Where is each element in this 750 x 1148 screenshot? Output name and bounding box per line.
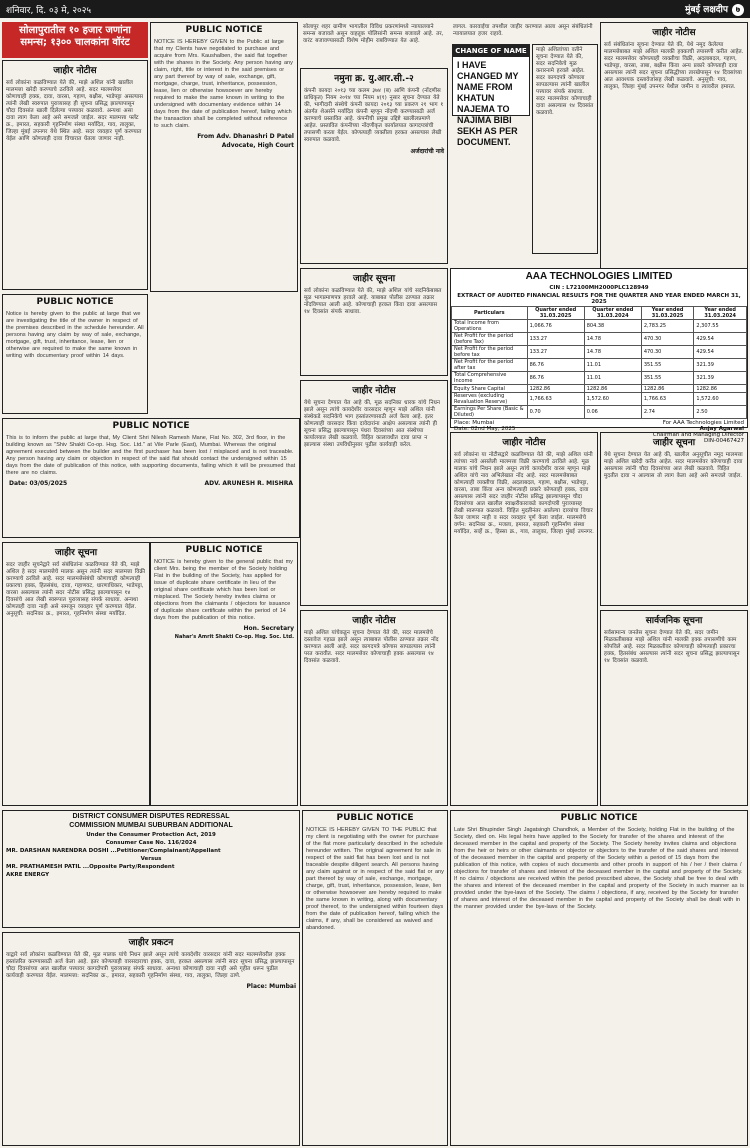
table-row bbox=[452, 359, 747, 372]
table-cell: 1282.86 bbox=[527, 385, 584, 393]
table-cell: 470.30 bbox=[641, 346, 694, 359]
public-notice-c3-bottom-body: NOTICE IS HEREBY GIVEN TO THE PUBLIC that my client is negotiating with the owner for purchase of the flat more particularly described in the schedule hereunder written. The original agreement for sale in respect of the said flat has been lost and is not traceable despite diligent search. All persons having any claim against or in respect of the said flat or any part thereof by way of sale, exchange, mortgage, charge, gift, trust, inheritance, possession, lease, lien or otherwise howsoever are hereby required to make the same known in writing, along with documentary proof thereof, to the undersigned within fourteen days from the date of publication hereof, failing which the claims, if any, shall be considered as waived and abandoned. bbox=[306, 827, 444, 931]
jahir-notice-c4b-body: सर्व लोकांना या नोटीसद्वारे कळविण्यात येते की, माझे अशिल यांनी त्यांच्या नावे असलेली मालमत्ता विक्री करण्याचे ठरविले आहे. मूळ मालक यांचे निधन झाले असून त्यांचे कायदेशीर वारस म्हणून माझे अशिल यांचे नाव अभिलेखात नोंद आहे. सदर मालमत्तेबाबत कोणत्याही व्यक्तीचा विक्री, अदलाबदल, गहाण, बक्षीस, भाडेपट्टा, वारसा, ताबा किंवा अन्य कोणत्याही प्रकारे कोणताही हक्क, दावा असल्यास त्यांनी सदर जाहीर नोटीस प्रसिद्ध झाल्यापासून चौदा दिवसांच्या आत खालील स्वाक्षरीकाराकडे कागदोपत्री पुराव्यासह लेखी स्वरूपात कळवावे. विहित मुदतीनंतर आलेल्या दाव्यांचा विचार केला जाणार नाही व सदर व्यवहार पूर्ण केला जाईल. मालमत्तेचे वर्णन: सदनिका क्र., मजला, इमारत, सहकारी गृहनिर्माण संस्था मर्यादित, सर्व्हे क्र., हिस्सा क्र., गाव, तालुका, जिल्हा मुंबई उपनगर. bbox=[454, 452, 594, 535]
jahir-notice-c4b-title: जाहीर नोटीस bbox=[502, 438, 546, 448]
table-cell: Reserves (excluding Revaluation Reserve) bbox=[452, 393, 528, 406]
jahir-prakatan-body: याद्वारे सर्व लोकांना कळविण्यात येते की, मूळ मालक यांचे निधन झाले असून त्यांचे कायदेशीर वारसदार यांनी सदर मालमत्तेवरील हक्क हस्तांतरित करण्यासाठी अर्ज केला आहे. इतर कोणत्याही वारसदाराचा हक्क, दावा, हरकत असल्यास त्यांनी सदर सूचना प्रसिद्ध झाल्यापासून चौदा दिवसांच्या आत खालील पत्त्यावर कागदोपत्री पुराव्यासह संपर्क साधावा. अन्यथा कोणाचाही दावा नाही असे गृहीत धरून पुढील कार्यवाही करण्यात येईल. मालमत्ता: सदनिका क्र., इमारत, सहकारी गृहनिर्माण संस्था, गाव, तालुका, जिल्हा ठाणे. bbox=[6, 952, 295, 979]
table-cell: 133.27 bbox=[527, 346, 584, 359]
notice-title: जाहीर नोटीस bbox=[53, 66, 97, 76]
table-cell: 1282.86 bbox=[694, 385, 747, 393]
aaa-sign-name: Anjay Agarwal bbox=[699, 426, 744, 432]
public-notice-c2b-body: NOTICE is hereby given to the general public that my client Mrs. being the member of the Society holding Flat in the building of the Society, has applied for issue of duplicate share certificate in lieu of the original share certificate which has been lost or misplaced. The Society hereby invites claims or objections from the claimants / objectors for issuance of duplicate share certificate within the period of 14 days from the publication of this notice. bbox=[154, 559, 293, 621]
headline-banner bbox=[2, 22, 148, 58]
table-cell: 321.39 bbox=[694, 372, 747, 385]
table-cell: 1,572.60 bbox=[584, 393, 641, 406]
table-cell: 14.78 bbox=[584, 333, 641, 346]
public-notice-title: PUBLIC NOTICE bbox=[36, 297, 114, 307]
table-row bbox=[452, 372, 747, 385]
date-1: Date: 03/05/2025 bbox=[9, 480, 68, 487]
page-number: ७ bbox=[732, 4, 744, 16]
aaa-signatory: For AAA Technologies Limited bbox=[662, 420, 744, 426]
table-cell: 0.06 bbox=[584, 406, 641, 419]
jahir-suchana-c5b-title: जाहीर सूचना bbox=[652, 438, 696, 448]
forum-line6: Versus bbox=[140, 856, 162, 862]
jahir-prakatan-box bbox=[2, 932, 300, 1146]
table-row bbox=[452, 320, 747, 333]
aaa-company-name: AAA TECHNOLOGIES LIMITED bbox=[525, 271, 673, 282]
jahir-suchana-body: सर्व लोकांना कळविण्यात येते की, माझे अशिल यांचे सदनिकेबाबत मूळ भागप्रमाणपत्र हरवले आहे. याबाबत पोलीस ठाण्यात तक्रार नोंदविण्यात आली आहे. कोणाचाही हरकत किंवा दावा असल्यास १४ दिवसांत संपर्क साधावा. bbox=[304, 288, 442, 315]
notice-body-c5: सर्व संबंधितांना सूचना देण्यात येते की, येथे नमूद केलेल्या मालमत्तेबाबत माझे अशिल मालकी हक्काची तपासणी करीत आहेत. सदर मालमत्तेवर कोणत्याही व्यक्तीचा विक्री, अदलाबदल, गहाण, भाडेपट्टा, वारसा, ताबा, बक्षीस किंवा अन्य प्रकारे कोणताही दावा असल्यास त्यांनी सदर सूचना प्रसिद्धीच्या तारखेपासून १४ दिवसांच्या आत आवश्यक दस्तावेजांसह लेखी कळवावे. अनुसूची: गाव, तालुका, जिल्हा मुंबई उपनगर येथील जमीन व त्यावरील इमारत. bbox=[604, 42, 744, 90]
news-body: सोलापूर शहर ग्रामीण भागातील विविध प्रकरणांमध्ये न्यायालयाने समन्स बजावले असून वाहतूक पोलिसांनी समन्स बजावले आहे. तर, वारंट बजावण्यासाठी विशेष मोहीम राबविण्यात येत आहे. bbox=[303, 24, 444, 44]
table-cell: 351.55 bbox=[641, 359, 694, 372]
header-section: मुंबई लक्षदीप ७ bbox=[685, 2, 744, 16]
jahir-notice-c3b-title: जाहीर नोटीस bbox=[352, 386, 396, 396]
jahir-suchana-c3 bbox=[300, 268, 448, 376]
table-cell: 133.27 bbox=[527, 333, 584, 346]
forum-line1: DISTRICT CONSUMER DISPUTES REDRESSAL bbox=[72, 813, 230, 820]
headline-line1: सोलापुरातील १० हजार जणांना bbox=[19, 25, 131, 36]
col-q2: Quarter ended 31.03.2024 bbox=[584, 307, 641, 320]
hon-secretary: Hon. Secretary bbox=[243, 625, 294, 632]
table-cell: Total Income from Operations bbox=[452, 320, 528, 333]
table-cell: 1282.86 bbox=[584, 385, 641, 393]
table-row bbox=[452, 406, 747, 419]
jahir-notice-c3c-body: माझे अशिल यांचेकडून सूचना देण्यात येते की, सदर मालमत्तेचे दस्तावेज गहाळ झाले असून त्याबाबत पोलीस ठाण्यात तक्रार नोंद करण्यात आली आहे. सदर कागदपत्रे कोणास सापडल्यास त्यांनी परत करावीत. सदर मालमत्तेवर कोणाचाही हक्क असल्यास १४ दिवसांत कळवावे. bbox=[304, 630, 439, 664]
public-notice-c2b bbox=[150, 542, 298, 806]
public-notice-c3-bottom bbox=[302, 810, 448, 1146]
table-cell: 2,307.55 bbox=[694, 320, 747, 333]
place-1: Place: Mumbai bbox=[246, 983, 296, 990]
table-row bbox=[452, 385, 747, 393]
forum-line3: Under the Consumer Protection Act, 2019 bbox=[86, 832, 216, 838]
table-cell: Equity Share Capital bbox=[452, 385, 528, 393]
jahir-prakatan-title: जाहीर प्रकटन bbox=[128, 938, 174, 948]
notice-title-c5: जाहीर नोटीस bbox=[652, 28, 696, 38]
table-header bbox=[452, 307, 747, 320]
table-cell: 2.74 bbox=[641, 406, 694, 419]
change-of-name-body: I HAVE CHANGED MY NAME FROM KHATUN NAJEMA TO NAJIMA BIBI SEKH AS PER DOCUMENT. bbox=[457, 60, 519, 147]
change-of-name-box bbox=[452, 44, 530, 147]
notice-c4-side-body: माझे अशिलांच्या वतीने सूचना देण्यात येते की, सदर सदनिकेचे मूळ करारनामे हरवले आहेत. सदर कागदपत्रे कोणाला सापडल्यास त्यांनी खालील पत्त्यावर संपर्क साधावा. सदर मालमत्तेवर कोणाचाही दावा असल्यास १४ दिवसांत कळवावे. bbox=[536, 47, 594, 116]
news-article-text bbox=[300, 22, 448, 64]
forum-line5: MR. DARSHAN NARENDRA DOSHI ...Petitioner/Complainant/Appellant bbox=[6, 848, 221, 854]
notice-title-c3: नमुना क्र. यु.आर.सी.-२ bbox=[334, 74, 414, 84]
table-cell: Total Comprehensive Income bbox=[452, 372, 528, 385]
public-notice-body: Notice is hereby given to the public at large that we are investigating the title of the owner in respect of the premises described in the schedule hereunder. All persons having any claim by way of sale, exchange, mortgage, gift, trust, inheritance, lease, lien or otherwise are required to make the same known in writing with documentary proof within 14 days. bbox=[6, 311, 144, 359]
table-cell: 11.01 bbox=[584, 372, 641, 385]
table-cell: 321.39 bbox=[694, 359, 747, 372]
table-row bbox=[452, 346, 747, 359]
table-cell: 1,572.60 bbox=[694, 393, 747, 406]
table-cell: 2,783.25 bbox=[641, 320, 694, 333]
consumer-forum-box bbox=[2, 810, 300, 928]
change-of-name-title: CHANGE OF NAME bbox=[453, 45, 529, 57]
header-date: शनिवार, दि. ०३ मे, २०२५ bbox=[6, 5, 92, 16]
advocate-signature-3: From Adv. Dhanashri D Patel bbox=[197, 133, 294, 140]
aaa-din: DIN-00467427 bbox=[704, 438, 744, 444]
public-notice-c3-bottom-title: PUBLIC NOTICE bbox=[336, 813, 414, 823]
jahir-suchana-c5b-body: येथे सूचना देण्यात येत आहे की, खालील अनुसूचीत नमूद मालमत्ता माझे अशिल खरेदी करीत आहेत. सदर मालमत्तेवर कोणाचाही दावा असल्यास त्यांनी चौदा दिवसांच्या आत लेखी कळवावे. विहित मुदतीत दावा न आल्यास तो त्याग केला आहे असे समजले जाईल. bbox=[604, 452, 743, 479]
table-cell: 2.50 bbox=[694, 406, 747, 419]
page-header bbox=[0, 0, 750, 18]
table-cell: 429.54 bbox=[694, 333, 747, 346]
aaa-date: Date: 02nd May, 2025 bbox=[454, 426, 516, 432]
headline-line2: समन्स; १३०० चालकांना वॉरंट bbox=[20, 37, 130, 48]
forum-line7: MR. PRATHAMESH PATIL ...Opposite Party/Respondent bbox=[6, 864, 175, 870]
aaa-place: Place: Mumbai bbox=[454, 420, 495, 426]
public-notice-right-bottom-body: Late Shri Bhupinder Singh Jagatsingh Chandhok, a Member of the Society, holding Flat in the building of the Society, died on. His legal heirs have applied to the Society for transfer of the shares and interest of the deceased member in the capital and property of the Society. The Society hereby invites claims and objections from the heir or heirs or other claimants or objector or objectors to the transfer of the said shares and interest of the deceased member in the capital and property of the Society within a period of 15 days from the publication of this notice, with copies of such documents and other proofs in support of his / her / their claims / objections for transfer of shares and interest of the deceased member in the capital and property of the Society. If no claims / objections are received within the period prescribed above, the Society shall be free to deal with the shares and interest of the deceased member in the capital and property of the Society in such manner as is provided under the bye-laws of the Society. The claims / objections, if any, received by the Society for transfer of shares and interest of the deceased member in the capital and property of the Society shall be dealt with in the manner provided under the bye-laws of the Society. bbox=[454, 827, 744, 910]
table-cell: 11.01 bbox=[584, 359, 641, 372]
jahir-suchana-title: जाहीर सूचना bbox=[352, 274, 396, 284]
col-y2: Year ended 31.03.2024 bbox=[694, 307, 747, 320]
jahir-suchana-c1 bbox=[2, 542, 150, 806]
jahir-notice-c3c-title: जाहीर नोटीस bbox=[352, 616, 396, 626]
public-notice-c1 bbox=[2, 294, 148, 414]
table-cell: 429.54 bbox=[694, 346, 747, 359]
aaa-extract-title: EXTRACT OF AUDITED FINANCIAL RESULTS FOR THE QUARTER AND YEAR ENDED MARCH 31, 2025 bbox=[457, 293, 741, 305]
col-particulars: Particulars bbox=[452, 307, 528, 320]
table-cell: 470.30 bbox=[641, 333, 694, 346]
table-cell: 1,066.76 bbox=[527, 320, 584, 333]
public-notice-wide-body: This is to inform the public at large that, My Client Shri Nilesh Ramesh Mane, Flat No. 302, 3rd floor, in the building known as "Shiv Shakti Co-op. Hsg. Soc. Ltd." at Vile Parle (East), Mumbai. Whereas the original agreement executed between the builder and the first purchaser has been lost / misplaced and is not traceable. Any person having any claim or objection in respect of the said flat should contact the undersigned within 15 days from the date of publication of this notice, with supporting documents, failing which it will be presumed that there are no claims. bbox=[6, 435, 296, 476]
public-notice-right-bottom bbox=[450, 810, 748, 1146]
news-article-text-2 bbox=[450, 22, 598, 40]
aaa-results-table bbox=[451, 306, 747, 419]
col-q1: Quarter ended 31.03.2025 bbox=[527, 307, 584, 320]
sarvajanik-title: सार्वजनिक सूचना bbox=[645, 616, 703, 626]
table-cell: Net Profit for the period after tax bbox=[452, 359, 528, 372]
public-notice-title-2: PUBLIC NOTICE bbox=[185, 25, 263, 35]
table-cell: 0.70 bbox=[527, 406, 584, 419]
aaa-sign-role: Chairman and Managing Director bbox=[652, 432, 744, 438]
table-cell: 1,766.63 bbox=[641, 393, 694, 406]
sarvajanik-body: सर्वसामान्य जनतेस सूचना देण्यात येते की, सदर जमीन मिळकतीबाबत माझे अशिल यांनी मालकी हक्क तपासणीचे काम सोपविले आहे. सदर मिळकतीवर कोणाचाही कोणत्याही प्रकारचा हक्क, हितसंबंध असल्यास त्यांनी सदर सूचना प्रसिद्ध झाल्यापासून १४ दिवसांत कळवावे. bbox=[604, 630, 740, 664]
col-y1: Year ended 31.03.2025 bbox=[641, 307, 694, 320]
society-name: Nahar's Amrit Shakti Co-op. Hsg. Soc. Ltd. bbox=[174, 634, 294, 640]
notice-c3 bbox=[300, 68, 448, 264]
table-cell: 1282.86 bbox=[641, 385, 694, 393]
jahir-notice-c4b bbox=[450, 432, 598, 806]
aaa-cin: CIN : L72100MH2000PLC128949 bbox=[549, 285, 649, 291]
advocate-signature-2: ADV. ARUNESH R. MISHRA bbox=[204, 480, 293, 487]
table-cell: 14.78 bbox=[584, 346, 641, 359]
news-body-2: लागल. कारवाईचा तपशील जाहीर करण्यात आला असून संबंधितांनी न्यायालयात हजर राहावे. bbox=[453, 24, 593, 37]
table-cell: Net Profit for the period (before Tax) bbox=[452, 333, 528, 346]
table-cell: 1,766.63 bbox=[527, 393, 584, 406]
notice-c4-side bbox=[532, 44, 598, 254]
table-cell: 86.76 bbox=[527, 359, 584, 372]
public-notice-c2 bbox=[150, 22, 298, 292]
public-notice-wide-title: PUBLIC NOTICE bbox=[112, 421, 190, 431]
notice-c5 bbox=[600, 22, 748, 272]
notice-body-c3: कंपनी कायदा २०१३ च्या कलम ३७४ (ब) आणि कंपनी (नोंदणीस प्राधिकृत) नियम २०१४ च्या नियम ४(१) नुसार सूचना देण्यात येते की, भागीदारी संस्थेचे कंपनी कायदा २०१३ च्या प्रकरण २१ भाग १ अंतर्गत शेअर्सने मर्यादित कंपनी म्हणून नोंदणी करण्यासाठी अर्ज करण्याचे प्रस्तावित आहे. कंपनीची प्रमुख उद्दिष्टे खालीलप्रमाणे आहेत. प्रस्तावित कंपनीच्या नोंदणीकृत कार्यालयात कागदपत्रांची तपासणी करता येईल. कोणत्याही व्यक्तीला हरकत असल्यास लेखी स्वरुपात कळवावे. bbox=[304, 88, 444, 143]
public-notice-wide bbox=[2, 418, 300, 538]
jahir-notice-c3c bbox=[300, 610, 448, 806]
table-cell: 804.38 bbox=[584, 320, 641, 333]
forum-line4: Consumer Case No. 116/2024 bbox=[105, 840, 197, 846]
table-cell: Net Profit for the period before tax bbox=[452, 346, 528, 359]
notice-c3-sign: अर्जदारांची नावे bbox=[410, 148, 444, 155]
table-cell: 86.76 bbox=[527, 372, 584, 385]
table-cell: Earnings Per Share (Basic & Diluted) bbox=[452, 406, 528, 419]
jahir-suchana-c1-body: सदर जाहीर सूचनेद्वारे सर्व संबंधितांना कळविण्यात येते की, माझे अशिल हे सदर मालमत्तेचे मालक असून त्यांनी सदर मालमत्ता विक्री करण्याचे ठरविले आहे. सदर मालमत्तेसंबंधी कोणाचाही कोणत्याही प्रकारचा हक्क, हितसंबंध, दावा, गहाणवट, धारणाधिकार, भाडेपट्टा, वारसा असल्यास त्यांनी सदर नोटीस प्रसिद्ध झाल्यापासून १४ दिवसांचे आत लेखी स्वरूपात पुराव्यासह संपर्क साधावा. अन्यथा कोणताही दावा नाही असे समजून व्यवहार पूर्ण करण्यात येईल. अनुसूची: सदनिका क्र., इमारत, गृहनिर्माण संस्था मर्यादित. bbox=[6, 562, 145, 617]
public-notice-body-2: NOTICE IS HEREBY GIVEN to the Public at large that my Clients have negotiated to purchase and acquire from Mrs. Kaushalben, the said flat together with the shares in the Society. Any person having any claim, right, title or interest in the said premises or any part thereof by way of sale, exchange, gift, mortgage, charge, trust, inheritance, possession, lease, lien or otherwise howsoever are hereby required to make the same known in writing to the undersigned with documentary evidence within 14 days from the date of publication hereof, failing which the transaction shall be completed without reference to such claim. bbox=[154, 39, 293, 129]
public-notice-right-bottom-title: PUBLIC NOTICE bbox=[560, 813, 638, 823]
public-notice-c2b-title: PUBLIC NOTICE bbox=[185, 545, 263, 555]
table-cell: 351.55 bbox=[641, 372, 694, 385]
notice-body-filler: सर्व लोकांना कळविण्यात येते की, माझे अशिल यांनी खालील मालमत्ता खरेदी करण्याचे ठरविले आहे. सदर मालमत्तेवर कोणाचाही हक्क, दावा, वारसा, गहाण, बक्षीस, भाडेपट्टा असल्यास त्यांनी लेखी स्वरुपात पुराव्यासह ही सूचना प्रसिद्ध झाल्यापासून चौदा दिवसांत खाली दिलेल्या पत्त्यावर कळवावे. अन्यथा असा दावा त्याग केला आहे असे समजले जाईल. सदर मालमत्ता फ्लॅट क्र., इमारत, सहकारी गृहनिर्माण संस्था मर्यादित, गाव, तालुका, जिल्हा मुंबई उपनगर येथे स्थित आहे. सदर व्यवहार पूर्ण करण्यात येईल आणि कोणताही दावा विचारात घेतला जाणार नाही. bbox=[6, 80, 144, 142]
forum-line2: COMMISSION MUMBAI SUBURBAN ADDITIONAL bbox=[69, 822, 233, 829]
jahir-notice-c3b bbox=[300, 380, 448, 606]
jahir-notice-c3b-body: येथे सूचना देण्यात येत आहे की, मूळ सदनिका धारक यांचे निधन झाले असून त्यांचे कायदेशीर वारसदार म्हणून माझे अशिल यांनी संस्थेकडे सदनिकेचे भाग हस्तांतरणासाठी अर्ज केला आहे. इतर कोणत्याही वारसदार किंवा दावेदारांना आक्षेप असल्यास त्यांनी ही सूचना प्रसिद्ध झाल्यापासून पंधरा दिवसांच्या आत संस्थेच्या कार्यालयात लेखी कळवावे. विहित कालावधीत दावा प्राप्त न झाल्यास संस्था उपविधीनुसार पुढील कार्यवाही करेल. bbox=[304, 400, 440, 448]
jahir-suchana-c1-title: जाहीर सूचना bbox=[54, 548, 98, 558]
sarvajanik-suchana bbox=[600, 610, 748, 806]
table-row bbox=[452, 333, 747, 346]
advocate-signature-1: Advocate, High Court bbox=[221, 142, 294, 149]
notice-c1-a bbox=[2, 60, 148, 290]
table-row bbox=[452, 393, 747, 406]
forum-line8: AKRE ENERGY bbox=[6, 872, 50, 878]
jahir-suchana-c5b bbox=[600, 432, 748, 606]
